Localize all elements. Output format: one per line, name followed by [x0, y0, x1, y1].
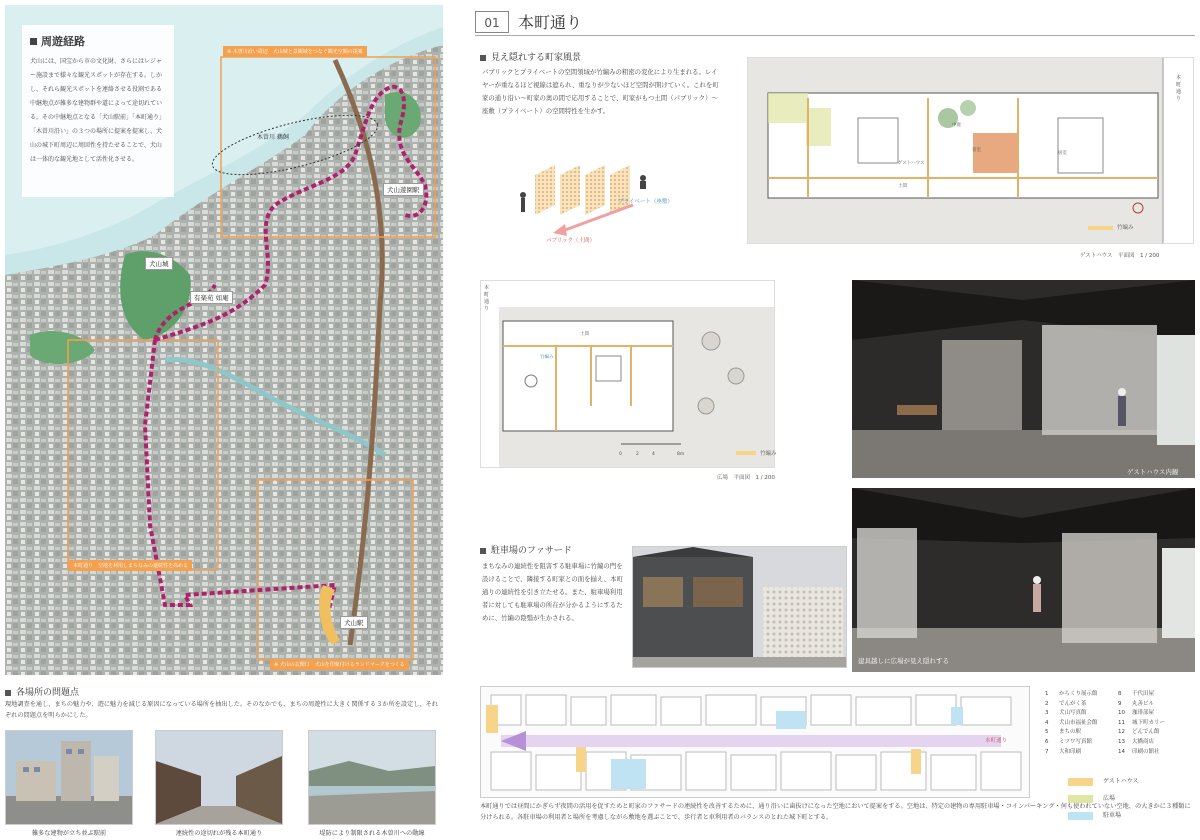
site-list-item: 4 犬山市福祉会館 — [1045, 719, 1098, 726]
problems-title — [5, 685, 79, 698]
site-plan-text: 本町通りでは昼間にかぎらず夜間の活用を促すためと町家のファサードの連続性を改善するために、通り沿いに歯抜けになった空地において提案をする。空地は、特定の建物の専用駐車場・コインパーキング・何も使われていない空地、の大きかに３種類に分けられる。各駐車場の利用者と場所を考慮しながら敷地を選ぶことで、歩行者と車利用者のバランスのとれた城下町とする。 — [480, 803, 1191, 821]
plaza-plan-legend: 竹編み — [760, 451, 777, 457]
legend-guesthouse: ゲストハウス — [1068, 776, 1138, 786]
tag-honmachi: 本町通り 空地を利用しまちなみの連続性を高める — [69, 560, 192, 571]
gh-label-room: 客室 — [972, 148, 981, 153]
legend-parking-swatch — [1068, 812, 1093, 820]
plaza-plan — [480, 280, 775, 468]
title-square-icon — [5, 690, 11, 696]
site-list-item: 7 大和印刷 — [1045, 748, 1082, 755]
site-list-right — [1118, 690, 1195, 757]
site-list-item: 2 でんがく茶 — [1045, 700, 1087, 707]
site-list-item: 9 丸善ビル — [1118, 700, 1155, 707]
caption-kiso-river: 堤防により制限される木曽川への動線 — [319, 830, 425, 837]
page-title: 本町通り — [518, 13, 583, 32]
render-top-caption: ゲストハウス内観 — [1127, 468, 1179, 476]
plaza-label-bamboo: 竹編み — [540, 355, 554, 360]
render-bottom-caption: 建具越しに広場が見え隠れする — [858, 657, 949, 665]
gh-label-doma: 土間 — [898, 184, 907, 189]
problems-title-text: 各場所の問題点 — [16, 688, 80, 698]
scale-0: 0 — [619, 452, 622, 457]
site-list-item: 13 大橋商店 — [1118, 738, 1155, 745]
place-inuyama-castle: 犬山城 — [145, 257, 173, 270]
gh-label-living: 居室 — [1058, 151, 1067, 156]
scale-4: 4 — [652, 452, 655, 457]
parking-facade-photo — [632, 546, 847, 668]
label-private: プライベート（座敷） — [618, 199, 673, 205]
site-list-item: 3 犬山写真館 — [1045, 710, 1087, 717]
legend-plaza: 広場 — [1068, 793, 1115, 803]
site-list-item: 11 城下町カリー — [1118, 719, 1166, 726]
header-divider — [475, 35, 1195, 36]
plaza-label-doma: 土間 — [580, 332, 589, 337]
legend-plaza-swatch — [1068, 795, 1093, 803]
gh-label-courtyard: 中庭 — [952, 123, 961, 128]
guesthouse-plan-caption: ゲストハウス 平面図 1 / 200 — [1080, 253, 1160, 259]
section2-text: まちなみの連続性を阻害する駐車場に竹編の門を設けることで、隣接する町家との面を揃え、本町通りの連続性を引き立たせる。また、駐車場利用者に対しても駐車場の所在が分かるようにするために、竹編の陰翳が生かされる。 — [482, 562, 623, 622]
site-plan-street-label: 本町通り — [985, 738, 1008, 744]
place-yuen-station: 犬山遊園駅 — [383, 183, 424, 196]
guesthouse-plan — [747, 57, 1194, 244]
problems-text: 現地調査を通し、まちの魅力や、遊に魅力を減じる原因になっている場所を抽出した。そのなかでも、まちの周遊性に大きく関係する３か所を設定し、それぞれの問題点を明らかにした。 — [5, 701, 438, 719]
site-plan — [480, 686, 1030, 798]
label-public: パブリック（土間） — [546, 238, 596, 244]
site-list-item: 8 千代田屋 — [1118, 691, 1155, 697]
gh-label-guesthouse: ゲストハウス — [898, 161, 925, 166]
legend-parking: 駐車場 — [1068, 810, 1121, 820]
section1-title — [480, 50, 581, 63]
site-list-item: 12 どんでん館 — [1118, 729, 1160, 736]
plaza-plan-street: 本町通り — [484, 285, 490, 312]
tag-station: ※ 犬山の玄関口 犬山を印象付けるランドマークをつくる — [270, 659, 409, 670]
site-list-item: 5 まちの駅 — [1045, 729, 1082, 736]
photo-station-front — [5, 730, 133, 825]
site-list-item: 1 からくり展示館 — [1045, 691, 1098, 697]
tag-river: ※ 木曽川沿い周辺 犬山城と景観域をつなぐ観光空間の提案 — [223, 46, 367, 57]
section-number: 01 — [475, 11, 509, 33]
scale-8: 8m — [677, 452, 685, 457]
site-list-left — [1045, 690, 1115, 757]
place-urakuen: 有楽苑 如庵 — [190, 291, 233, 304]
route-info-text: 犬山には、国宝から市の文化財、さらにはレジャー施設まで様々な観光スポットが存在する。しかし、それら観光スポットを連絡させる役割である中継地点が雑多な建物群や道によって途切れている。その中継地点となる「犬山駅前」「本町通り」「木曽川沿い」の３つの場所に提案を提案し、犬山の城下町周辺に周回性を持たせることで、犬山は一体的な観光地として活性化させる。 — [30, 58, 166, 163]
title-square-icon — [480, 548, 486, 554]
plaza-render — [852, 488, 1195, 672]
place-kiso-river: 木曽川 鵜飼 — [257, 134, 289, 141]
section2-title-text: 駐車場のファサード — [491, 546, 572, 556]
title-square-icon — [30, 38, 37, 45]
guesthouse-plan-street: 本町通り — [1176, 75, 1182, 102]
scale-2: 2 — [636, 452, 639, 457]
photo-honmachi — [155, 730, 283, 825]
site-list-item: 14 印刷の館社 — [1118, 748, 1160, 755]
plaza-plan-caption: 広場 平面図 1 / 200 — [717, 475, 775, 481]
guesthouse-interior-render — [852, 280, 1195, 478]
guesthouse-plan-legend: 竹編み — [1117, 225, 1134, 231]
route-info-panel — [22, 25, 174, 197]
caption-honmachi: 連続性の途切れが残る本町通り — [175, 830, 263, 837]
section2-title — [480, 543, 572, 556]
route-info-title-text: 周遊経路 — [41, 35, 85, 48]
site-list-item: 10 珈琲部屋 — [1118, 710, 1155, 717]
site-list-item: 6 ミツワ写真館 — [1045, 738, 1093, 745]
section1-title-text: 見え隠れする町家風景 — [491, 53, 582, 63]
title-square-icon — [480, 55, 486, 61]
section1-text: パブリックとプライベートの空間領域が竹編みの粗密の変化により生まれる。レイヤーが重なるほど視線は遮られ、重なりが少ないほど空間が開けていく。これを町家の通り沿い〜町家の奥の間で応用することで、町家がもつ土間（パブリック）〜座敷（プライベート）の空間特性を生かす。 — [482, 68, 719, 115]
legend-guesthouse-swatch — [1068, 778, 1093, 786]
place-inuyama-station: 犬山駅 — [340, 616, 368, 629]
route-info-title — [30, 33, 166, 49]
caption-station-front: 雑多な建物が立ち並ぶ駅前 — [31, 830, 107, 837]
photo-kiso-river — [308, 730, 436, 825]
tour-route-map — [5, 5, 443, 675]
